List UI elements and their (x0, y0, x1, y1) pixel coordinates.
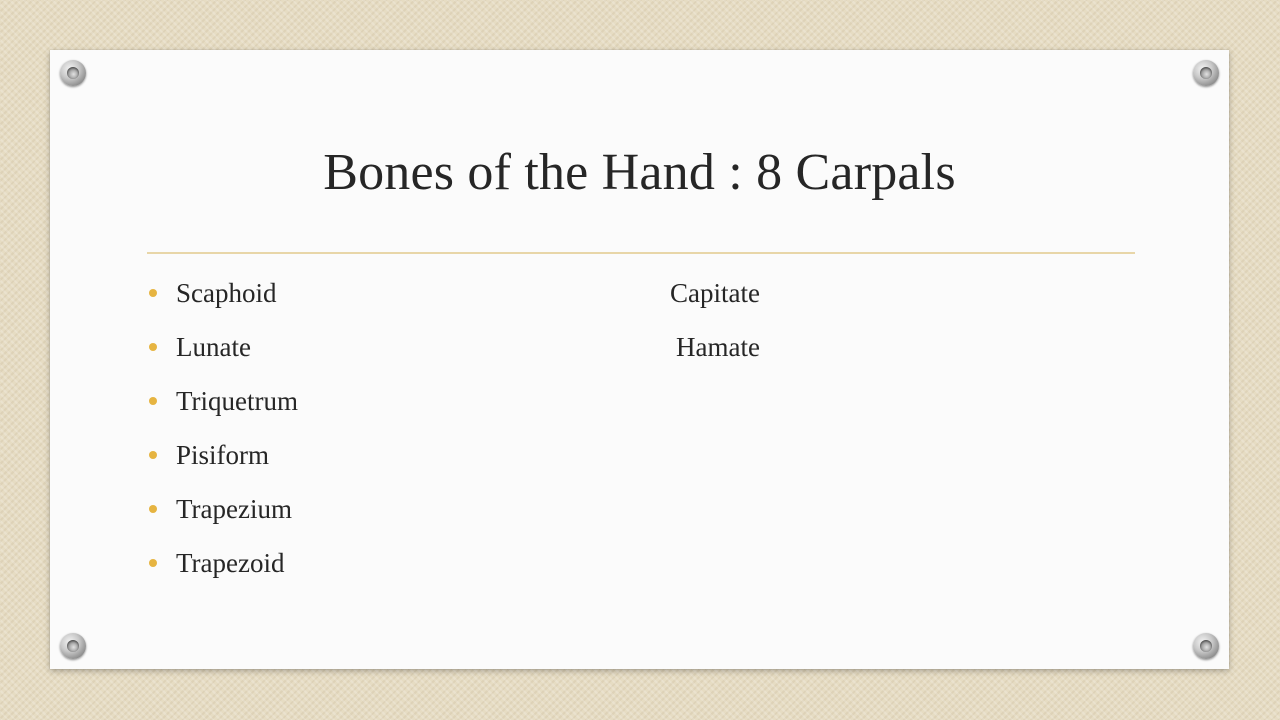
rivet-top-right-icon (1193, 60, 1219, 86)
list-item (147, 491, 298, 545)
list-item-label: Pisiform (176, 440, 270, 470)
list-item (147, 545, 298, 599)
list-item-label: Trapezoid (176, 548, 285, 578)
bullet-icon (149, 289, 157, 297)
bullet-icon (149, 559, 157, 567)
rivet-top-left-icon (60, 60, 86, 86)
list-item: Capitate (670, 278, 760, 308)
rivet-bottom-left-icon (60, 633, 86, 659)
bullet-icon (149, 505, 157, 513)
list-item-label: Lunate (176, 332, 251, 362)
title-divider (147, 252, 1135, 254)
list-item (147, 437, 298, 491)
list-item: Hamate (676, 332, 760, 362)
carpal-list-left (147, 275, 298, 599)
slide-title: Bones of the Hand : 8 Carpals (323, 144, 956, 201)
rivet-bottom-right-icon (1193, 633, 1219, 659)
list-item-label: Trapezium (176, 494, 292, 524)
carpal-list-right (610, 275, 760, 383)
list-item (147, 383, 298, 437)
list-item-label: Triquetrum (176, 386, 299, 416)
bullet-icon (149, 343, 157, 351)
bullet-icon (149, 397, 157, 405)
list-item (147, 329, 298, 383)
slide-card (50, 50, 1229, 669)
list-item-label: Scaphoid (176, 278, 277, 308)
list-item (147, 275, 298, 329)
bullet-icon (149, 451, 157, 459)
